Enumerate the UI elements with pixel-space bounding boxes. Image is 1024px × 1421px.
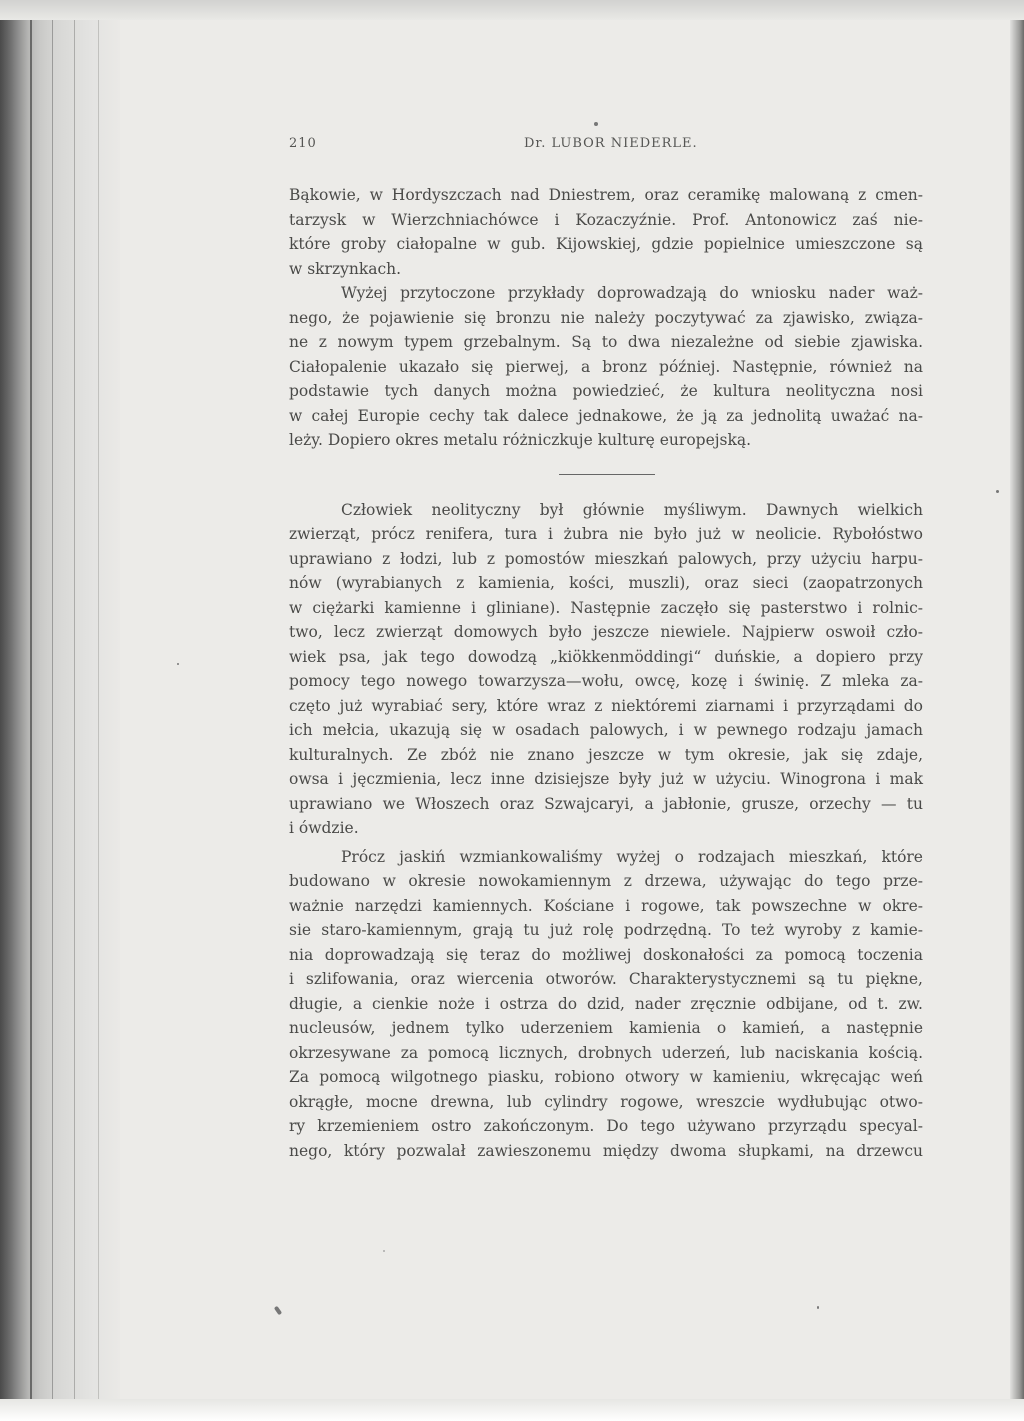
text-line: które groby ciałopalne w gub. Kijowskiej, gdzie popielnice umieszczone są [289, 235, 923, 253]
text-line: ry krzemieniem ostro zakończonym. Do tego używano przyrządu specyal- [289, 1117, 923, 1135]
text-line: nego, że pojawienie się bronzu nie należy poczytywać za zjawisko, związa- [289, 308, 923, 327]
text-line: Prócz jaskiń wzmiankowaliśmy wyżej o rodzajach mieszkań, które [341, 847, 923, 866]
text-line: tarzysk w Wierzchniachówce i Kozaczyźnie. Prof. Antonowicz zaś nie- [289, 210, 923, 229]
running-head: Dr. LUBOR NIEDERLE. [524, 136, 698, 151]
text-line: i ówdzie. [289, 819, 359, 837]
page-number: 210 [289, 136, 317, 151]
text-line: owsa i jęczmienia, lecz inne dzisiejsze były już w użyciu. Winogrona i mak [289, 770, 923, 788]
text-line: uprawiano we Włoszech oraz Szwajcaryi, a jabłonie, grusze, orzechy — tu [289, 794, 923, 813]
paragraph [289, 183, 923, 281]
text-line: budowano w okresie nowokamiennym z drzewa, używając do tego prze- [289, 872, 923, 890]
text-line: podstawie tych danych można powiedzieć, że kultura neolityczna nosi [289, 382, 923, 400]
text-line: nego, który pozwalał zawieszonemu między dwoma słupkami, na drzewcu [289, 1141, 923, 1160]
text-line: długie, a cienkie noże i ostrza do dzid, nader zręcznie odbijane, od t. zw. [289, 994, 923, 1013]
ink-speck [817, 1306, 819, 1309]
text-line: two, lecz zwierząt domowych było jeszcze niewiele. Najpierw oswoił czło- [289, 623, 923, 641]
text-line: wiek psa, jak tego dowodzą „kiökkenmöddingi“ duńskie, a dopiero przy [289, 647, 923, 666]
section-separator [559, 474, 655, 475]
text-line: ne z nowym typem grzebalnym. Są to dwa niezależne od siebie zjawiska. [289, 333, 923, 351]
ink-speck [383, 1250, 385, 1252]
text-line: sie staro-kamiennym, grają tu już rolę podrzędną. To też wyroby z kamie- [289, 921, 923, 939]
text-line: w całej Europie cechy tak dalece jednakowe, że ją za jednolitą uważać na- [289, 406, 923, 425]
ink-speck [996, 490, 999, 493]
text-line: nów (wyrabianych z kamienia, kości, muszli), oraz sieci (zaopatrzonych [289, 574, 923, 592]
paragraph [289, 845, 923, 1164]
text-line: Wyżej przytoczone przykłady doprowadzają do wniosku nader waż- [341, 284, 923, 302]
text-line: Za pomocą wilgotnego piasku, robiono otwory w kamieniu, wkręcając weń [289, 1068, 923, 1086]
text-line: ich mełcia, ukazują się w osadach palowych, i w pewnego rodzaju jamach [289, 721, 923, 739]
text-line: nucleusów, jednem tylko uderzeniem kamienia o kamień, a następnie [289, 1019, 923, 1037]
ink-speck [274, 1306, 282, 1316]
page-bottom-edge [0, 1399, 1024, 1421]
text-line: okrzesywane za pomocą licznych, drobnych uderzeń, lub naciskania kością. [289, 1043, 923, 1062]
paragraph [289, 498, 923, 841]
binding-line [52, 20, 53, 1400]
text-line: kulturalnych. Ze zbóż nie znano jeszcze w tym okresie, jak się zdaje, [289, 745, 923, 764]
text-line: Człowiek neolityczny był głównie myśliwym. Dawnych wielkich [341, 500, 923, 519]
text-line: częto już wyrabiać sery, które wraz z niektóremi ziarnami i przyrządami do [289, 696, 923, 715]
page-right-edge [1010, 20, 1024, 1400]
text-line: Ciałopalenie ukazało się pierwej, a bronz później. Następnie, również na [289, 357, 923, 376]
text-line: i szlifowania, oraz wiercenia otworów. Charakterystycznemi są tu piękne, [289, 970, 923, 988]
text-line: w skrzynkach. [289, 259, 402, 278]
binding-line [74, 20, 75, 1400]
page-text-block [289, 136, 923, 1163]
text-line: ważnie narzędzi kamiennych. Kościane i rogowe, tak powszechne w okre- [289, 896, 923, 915]
paragraph [289, 281, 923, 453]
ink-speck [594, 122, 598, 126]
text-line: pomocy tego nowego towarzysza—wołu, owcę, kozę i świnię. Z mleka za- [289, 672, 923, 690]
text-line: leży. Dopiero okres metalu różniczkuje kulturę europejską. [289, 431, 752, 449]
text-line: uprawiano z łodzi, lub z pomostów mieszkań palowych, przy użyciu harpu- [289, 549, 923, 568]
binding-line [98, 20, 99, 1400]
page-top-edge [0, 0, 1024, 20]
text-line: okrągłe, mocne drewna, lub cylindry rogowe, wreszcie wydłubując otwo- [289, 1092, 923, 1111]
page-header [289, 136, 923, 160]
text-line: Bąkowie, w Hordyszczach nad Dniestrem, oraz ceramikę malowaną z cmen- [289, 186, 923, 204]
ink-speck [177, 663, 179, 665]
book-binding-shadow [0, 20, 120, 1400]
text-line: zwierząt, prócz renifera, tura i żubra nie było już w neolicie. Rybołóstwo [289, 525, 923, 543]
binding-line [30, 20, 32, 1400]
text-line: nia doprowadzają się teraz do możliwej doskonałości za pomocą toczenia [289, 945, 923, 964]
text-line: w ciężarki kamienne i gliniane). Następnie zaczęło się pasterstwo i rolnic- [289, 598, 923, 617]
